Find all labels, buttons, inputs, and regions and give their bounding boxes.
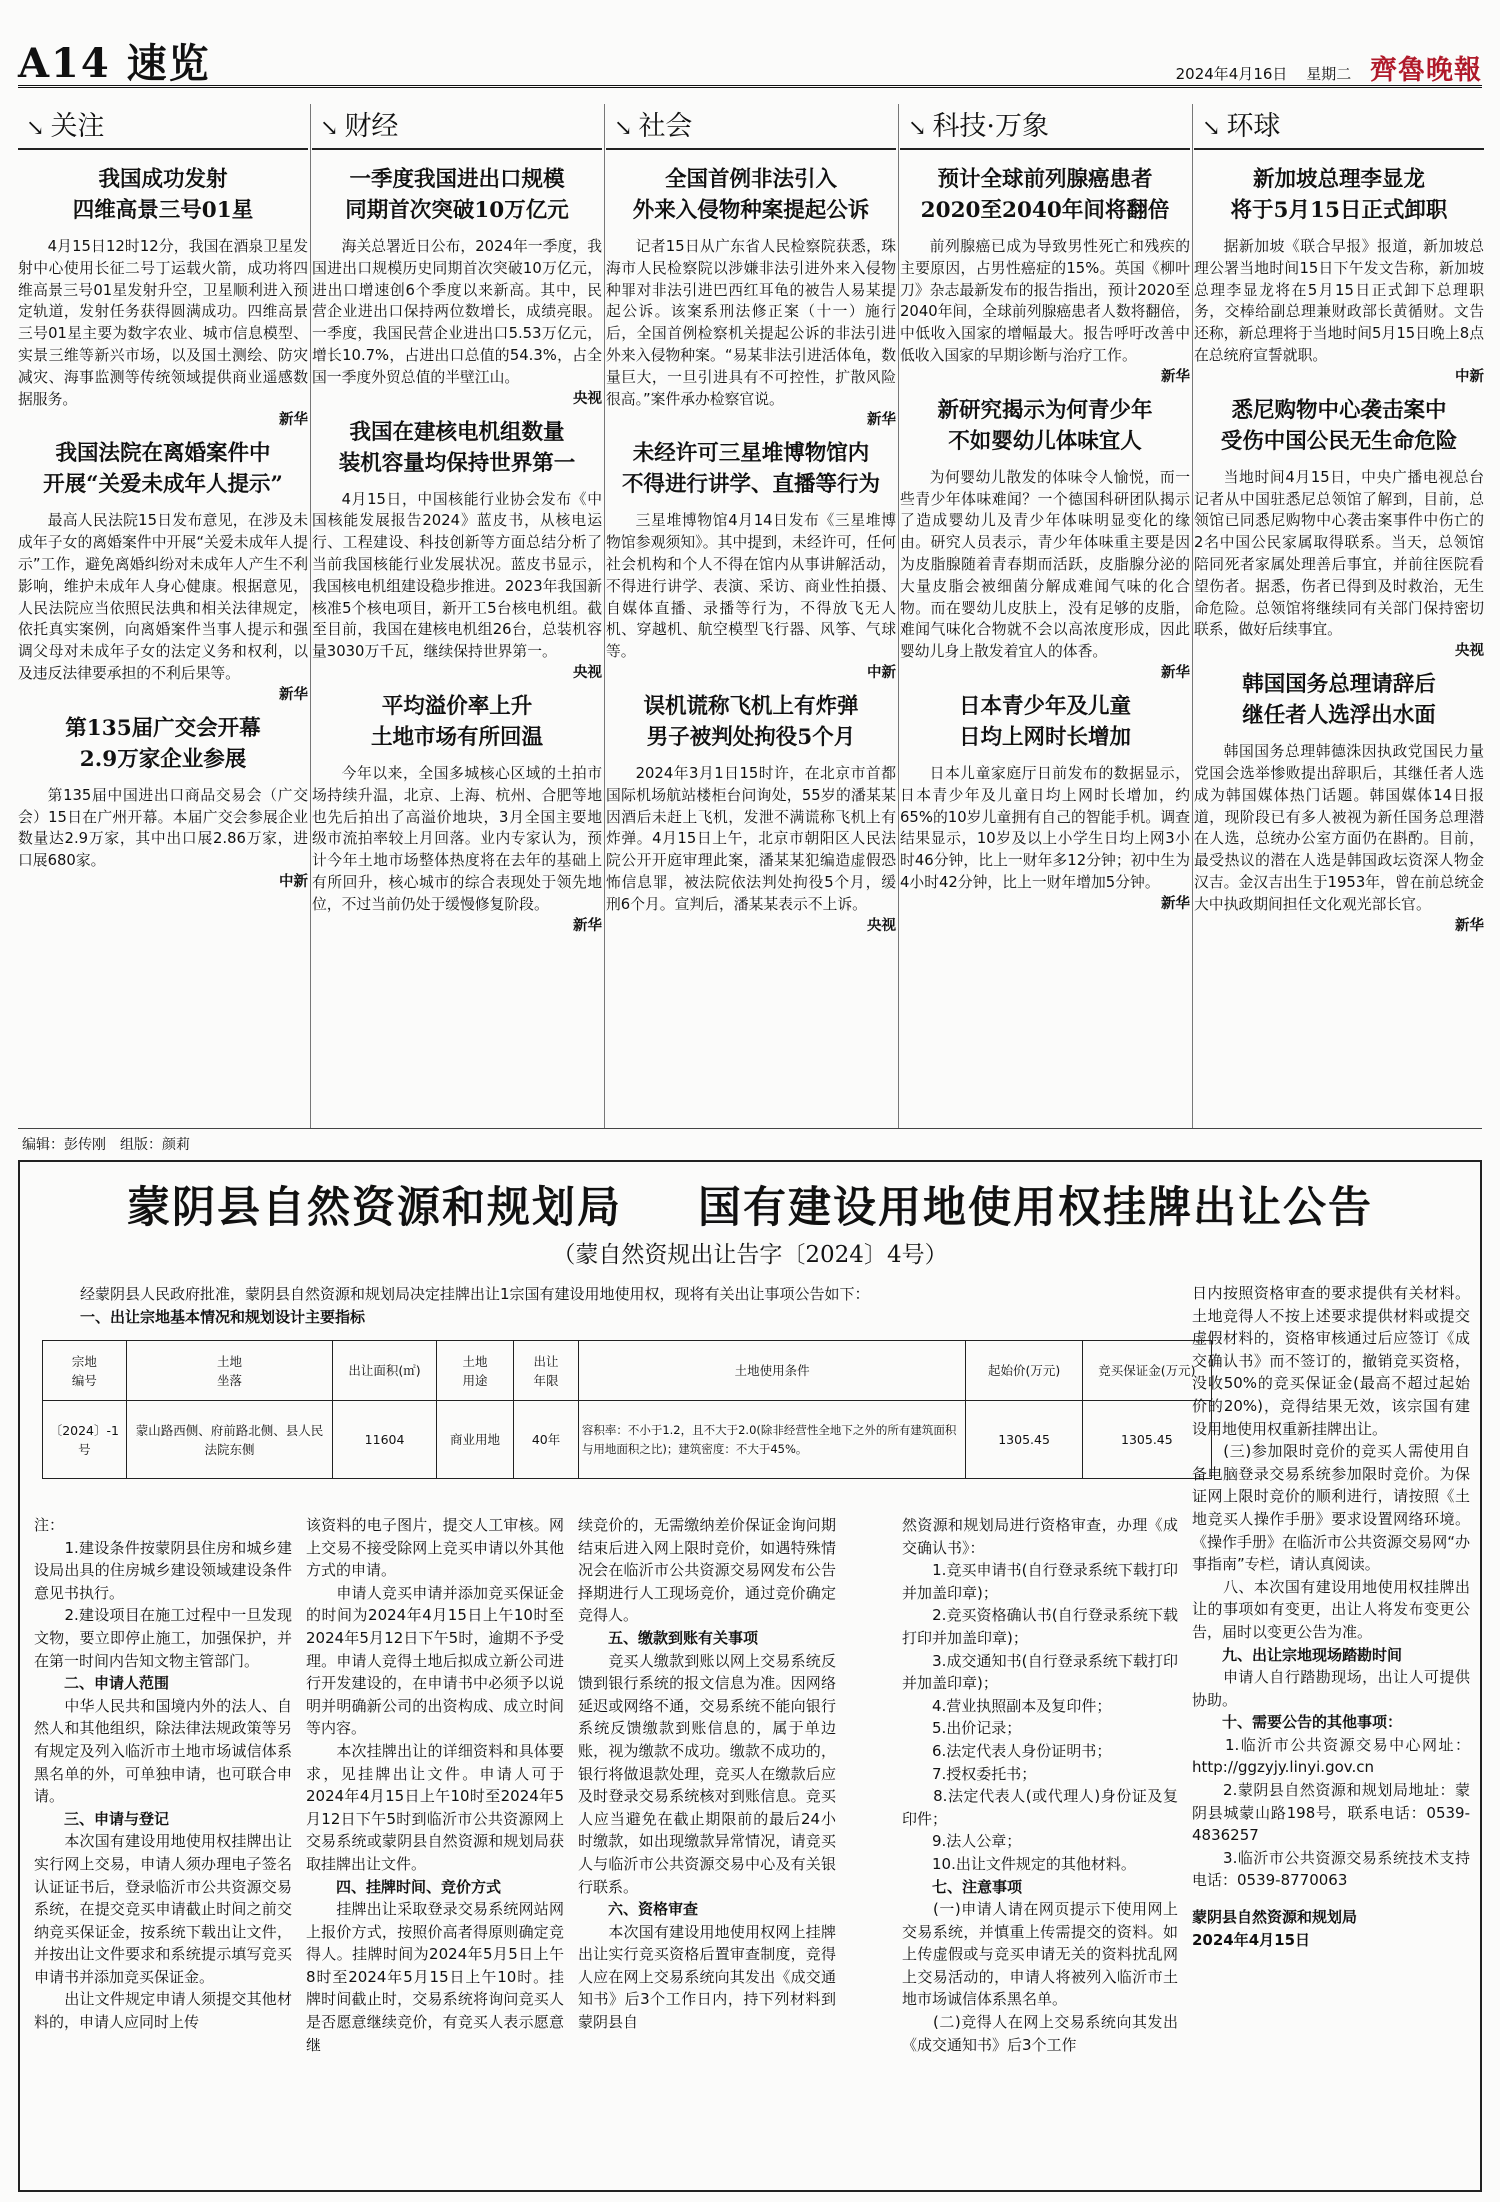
notice-paragraph: 挂牌出让采取登录交易系统网站网上报价方式，按照价高者得原则确定竞得人。挂牌时间为2024年5月5日上午8时至2024年5月15日上午10时。挂牌时间截止时，交易系统将询问竞买人是否愿意继续竞价，有竞买人表示愿意继 xyxy=(306,1900,564,2054)
notice-paragraph: 四、挂牌时间、竞价方式 xyxy=(306,1877,502,1896)
news-article xyxy=(1194,395,1484,661)
notice-paragraph: 2.建设项目在施工过程中一旦发现文物，要立即停止施工，加强保护，并在第一时间内告知文物主管部门。 xyxy=(34,1606,292,1670)
column-header xyxy=(18,104,308,150)
article-body: 今年以来，全国多城核心区域的土拍市场持续升温，北京、上海、杭州、合肥等地也先后拍出了高溢价地块，3月全国主要地级市流拍率较上月回落。业内专家认为，预计今年土地市场整体热度将在去年的基础上有所回升，核心城市的综合表现处于领先地位，不过当前仍处于缓慢修复阶段。 xyxy=(312,764,602,913)
article-title: 日本青少年及儿童 日均上网时长增加 xyxy=(958,693,1131,750)
notice-paragraph: 九、出让宗地现场踏勘时间 xyxy=(1192,1645,1403,1664)
news-column xyxy=(1194,104,1484,1128)
table-header-row xyxy=(43,1341,1212,1401)
notice-paragraph: 1.建设条件按蒙阴县住房和城乡建设局出具的住房城乡建设领域建设条件意见书执行。 xyxy=(34,1538,292,1602)
article-title: 一季度我国进出口规模 同期首次突破10万亿元 xyxy=(345,167,569,223)
column-title: 环球 xyxy=(1226,111,1281,142)
article-source: 中新 xyxy=(1455,368,1484,385)
column-header xyxy=(606,104,896,150)
notice-title xyxy=(20,1174,1480,1235)
news-article xyxy=(900,691,1190,914)
notice-paragraph: 本次国有建设用地使用权挂牌出让实行网上交易，申请人须办理电子签名认证证书后，登录临沂市公共资源交易系统，在提交竞买申请截止时间之前交纳竞买保证金，按系统下载出让文件，并按出让文件要求和系统提示填写竞买申请书并添加竞买保证金。 xyxy=(34,1832,292,1986)
arrow-icon: ↘ xyxy=(26,116,45,141)
article-title: 我国成功发射 四维高景三号01星 xyxy=(72,167,254,223)
news-article xyxy=(606,438,896,683)
notice-intro: 经蒙阴县人民政府批准，蒙阴县自然资源和规划局决定挂牌出让1宗国有建设用地使用权，现将有关出让事项公告如下： xyxy=(80,1285,870,1303)
column-header xyxy=(1194,104,1484,150)
notice-paragraph: 6.法定代表人身份证明书； xyxy=(902,1741,1112,1760)
table-header-cell: 土地 坐落 xyxy=(126,1341,333,1401)
table-cell: 40年 xyxy=(514,1401,579,1479)
page-header xyxy=(18,26,1482,88)
article-body: 最高人民法院15日发布意见，在涉及未成年子女的离婚案件中开展“关爱未成年人提示”工作，避免离婚纠纷对未成年人产生不利影响，维护未成年人身心健康。根据意见，人民法院应当依照民法典和相关法律规定，依托真实案例，向离婚案件当事人提示和强调父母对未成年子女的法定义务和权利，以及违反法律要承担的不利后果等。 xyxy=(18,512,308,682)
notice-paragraph: 三、申请与登记 xyxy=(34,1809,170,1828)
article-title: 我国在建核电机组数量 装机容量均保持世界第一 xyxy=(338,419,576,476)
article-title: 误机谎称飞机上有炸弹 男子被判处拘役5个月 xyxy=(643,693,859,750)
news-column xyxy=(18,104,308,1128)
article-title: 新研究揭示为何青少年 不如婴幼儿体味宜人 xyxy=(937,397,1153,454)
news-article xyxy=(18,164,308,430)
notice-paragraph: 日内按照资格审查的要求提供有关材料。土地竞得人不按上述要求提供材料或提交虚假材料的，资格审核通过后应签订《成交确认书》而不签订的，撤销竞买资格，没收50%的竞买保证金(最高不超过起始价的20%)，竞得结果无效，该宗国有建设用地使用权重新挂牌出让。 xyxy=(1192,1284,1470,1438)
news-article xyxy=(1194,164,1484,387)
article-source: 中新 xyxy=(279,873,308,890)
issue-weekday: 星期二 xyxy=(1306,65,1352,83)
notice-column-5 xyxy=(1192,1282,1470,2182)
notice-paragraph: 10.出让文件规定的其他材料。 xyxy=(902,1854,1136,1873)
news-article xyxy=(900,395,1190,683)
signature-date: 2024年4月15日 xyxy=(1192,1930,1311,1949)
article-title: 预计全球前列腺癌患者 2020至2040年间将翻倍 xyxy=(920,167,1170,223)
news-article xyxy=(18,713,308,892)
news-column xyxy=(606,104,896,1128)
notice-paragraph: 然资源和规划局进行资格审查，办理《成交确认书》： xyxy=(902,1516,1178,1557)
table-cell: 〔2024〕-1号 xyxy=(43,1401,127,1479)
news-article xyxy=(18,438,308,704)
table-header-cell: 竞买保证金(万元) xyxy=(1082,1341,1211,1401)
header-meta xyxy=(1162,48,1482,87)
notice-paragraph: 1.临沂市公共资源交易中心网址：http://ggzyjy.linyi.gov.cn xyxy=(1192,1735,1470,1777)
land-auction-notice xyxy=(18,1160,1482,2192)
table-header-cell: 土地 用途 xyxy=(436,1341,514,1401)
article-body: 4月15日12时12分，我国在酒泉卫星发射中心使用长征二号丁运载火箭，成功将四维高景三号01星发射升空，卫星顺利进入预定轨道，发射任务获得圆满成功。四维高景三号01星主要为数字农业、城市信息模型、实景三维等新兴市场，以及国土测绘、防灾减灾、海事监测等传统领域提供商业遥感数据服务。 xyxy=(18,238,308,408)
notice-paragraph: 8.法定代表人(或代理人)身份证及复印件； xyxy=(902,1787,1178,1828)
news-article xyxy=(606,164,896,430)
arrow-icon: ↘ xyxy=(1202,116,1221,141)
table-row xyxy=(43,1401,1212,1479)
article-body: 4月15日，中国核能行业协会发布《中国核能发展报告2024》蓝皮书，从核电运行、工程建设、科技创新等方面总结分析了当前我国核能行业发展状况。蓝皮书显示，我国核电机组建设稳步推进。2023年我国新核准5个核电项目，新开工5台核电机组。截至目前，我国在建核电机组26台，总装机容量3030万千瓦，继续保持世界第一。 xyxy=(312,490,602,661)
article-title: 新加坡总理李显龙 将于5月15日正式卸职 xyxy=(1230,167,1448,223)
notice-paragraph: 二、申请人范围 xyxy=(34,1674,170,1693)
notice-paragraph: 2.蒙阴县自然资源和规划局地址：蒙阴县城蒙山路198号，联系电话：0539-4836257 xyxy=(1192,1781,1470,1845)
article-source: 新华 xyxy=(1455,917,1484,934)
article-title: 韩国国务总理请辞后 继任者人选浮出水面 xyxy=(1242,672,1436,729)
article-source: 新华 xyxy=(279,412,308,429)
column-rule xyxy=(310,104,311,1128)
notice-paragraph: 续竞价的，无需缴纳差价保证金询问期结束后进入网上限时竞价，如遇特殊情况会在临沂市公共资源交易网发布公告择期进行人工现场竞价，通过竞价确定竞得人。 xyxy=(578,1516,836,1625)
news-article xyxy=(606,691,896,936)
table-cell: 1305.45 xyxy=(966,1401,1082,1479)
article-body: 当地时间4月15日，中央广播电视总台记者从中国驻悉尼总领馆了解到，目前，总领馆已同悉尼购物中心袭击案事件中伤亡的2名中国公民家属取得联系。当天，总领馆陪同死者家属处理善后事宜，并前往医院看望伤者。据悉，伤者已得到及时救治，无生命危险。总领馆将继续同有关部门保持密切联系，做好后续事宜。 xyxy=(1194,468,1484,639)
notice-paragraph: 五、缴款到账有关事项 xyxy=(578,1628,759,1647)
article-source: 新华 xyxy=(279,686,308,703)
notice-column-2 xyxy=(306,1514,564,2186)
notice-paragraph: 八、本次国有建设用地使用权挂牌出让的事项如有变更，出让人将发布变更公告，届时以变更公告为准。 xyxy=(1192,1577,1470,1641)
table-header-cell: 出让 年限 xyxy=(514,1341,579,1401)
editor-credit: 编辑：彭传刚 组版：颜莉 xyxy=(22,1137,190,1153)
notice-column-5-text xyxy=(1192,1282,1470,1892)
article-body: 第135届中国进出口商品交易会（广交会）15日在广州开幕。本届广交会参展企业数量达2.9万家，其中出口展2.86万家，进口展680家。 xyxy=(18,786,308,870)
article-title: 第135届广交会开幕 2.9万家企业参展 xyxy=(65,715,261,772)
arrow-icon: ↘ xyxy=(908,116,927,141)
table-cell: 蒙山路西侧、府前路北侧、县人民法院东侧 xyxy=(126,1401,333,1479)
article-source: 新华 xyxy=(1161,895,1190,912)
news-article xyxy=(900,164,1190,387)
notice-column-1 xyxy=(34,1514,292,2186)
notice-paragraph: 5.出价记录； xyxy=(902,1719,1022,1738)
article-source: 央视 xyxy=(573,664,602,681)
notice-paragraph: (一)申请人请在网页提示下使用网上交易系统，并慎重上传需提交的资料。如上传虚假或与竞买申请无关的资料扰乱网上交易活动的，申请人将被列入临沂市土地市场诚信体系黑名单。 xyxy=(902,1900,1178,2009)
notice-paragraph: (三)参加限时竞价的竞买人需使用自备电脑登录交易系统参加限时竞价。为保证网上限时竞价的顺利进行，请按照《土地竞买人操作手册》要求设置网络环境。《操作手册》在临沂市公共资源交易网“办事指南”专栏，请认真阅读。 xyxy=(1192,1442,1470,1574)
news-column xyxy=(900,104,1190,1128)
parcel-table xyxy=(42,1340,1212,1479)
news-columns xyxy=(18,104,1482,1128)
news-article xyxy=(312,417,602,683)
article-body: 记者15日从广东省人民检察院获悉，珠海市人民检察院以涉嫌非法引进外来入侵物种罪对非法引进巴西红耳龟的被告人易某提起公诉。该案系刑法修正案（十一）施行后，全国首例检察机关提起公诉的非法引进外来入侵物种案。“易某非法引进活体龟，数量巨大，一旦引进具有不可控性，扩散风险很高。”案件承办检察官说。 xyxy=(606,238,896,408)
page-number: A14 速览 xyxy=(18,40,211,87)
notice-paragraph: 中华人民共和国境内外的法人、自然人和其他组织，除法律法规政策等另有规定及列入临沂市土地市场诚信体系黑名单的外，可单独申请，也可联合申请。 xyxy=(34,1696,292,1806)
article-body: 2024年3月1日15时许，在北京市首都国际机场航站楼柜台问询处，55岁的潘某某因酒后未赶上飞机，发泄不满谎称飞机上有炸弹。4月15日上午，北京市朝阳区人民法院公开开庭审理此案，潘某某犯编造虚假恐怖信息罪，被法院依法判处拘役5个月，缓刑6个月。宣判后，潘某某表示不上诉。 xyxy=(606,764,896,913)
notice-paragraph: 注： xyxy=(34,1516,65,1534)
section-divider xyxy=(18,1128,1482,1129)
column-title: 科技·万象 xyxy=(932,111,1050,142)
column-rule xyxy=(1192,104,1193,1128)
article-body: 前列腺癌已成为导致男性死亡和残疾的主要原因，占男性癌症的15%。英国《柳叶刀》杂志最新发布的报告指出，预计2020至2040年间，全球前列腺癌患者人数将翻倍，中低收入国家的增幅最大。报告呼吁改善中低收入国家的早期诊断与治疗工作。 xyxy=(900,238,1190,364)
table-cell: 1305.45 xyxy=(1082,1401,1211,1479)
notice-paragraph: 4.营业执照副本及复印件； xyxy=(902,1696,1112,1715)
article-source: 央视 xyxy=(867,917,896,934)
news-column xyxy=(312,104,602,1128)
notice-paragraph: 申请人竞买申请并添加竞买保证金的时间为2024年4月15日上午10时至2024年5月12日下午5时，逾期不予受理。申请人竞得土地后拟成立新公司进行开发建设的，在申请书中必须予以说明并明确新公司的出资构成、成立时间等内容。 xyxy=(306,1583,564,1738)
notice-paragraph: 六、资格审查 xyxy=(578,1900,699,1919)
article-title: 悉尼购物中心袭击案中 受伤中国公民无生命危险 xyxy=(1220,397,1458,454)
notice-number: （蒙自然资规出让告字〔2024〕4号） xyxy=(552,1242,948,1268)
notice-paragraph: 本次挂牌出让的详细资料和具体要求，见挂牌出让文件。申请人可于2024年4月15日上午10时至2024年5月12日下午5时到临沂市公共资源网上交易系统或蒙阴县自然资源和规划局获取挂牌出让文件。 xyxy=(306,1741,564,1873)
signature-org: 蒙阴县自然资源和规划局 xyxy=(1192,1908,1358,1927)
column-header xyxy=(900,104,1190,150)
column-rule xyxy=(604,104,605,1128)
article-title: 全国首例非法引入 外来入侵物种案提起公诉 xyxy=(632,167,870,223)
table-header-cell: 土地使用条件 xyxy=(578,1341,966,1401)
notice-paragraph: 1.竞买申请书(自行登录系统下载打印并加盖印章)； xyxy=(902,1561,1178,1602)
notice-heading: 国有建设用地使用权挂牌出让公告 xyxy=(698,1183,1373,1233)
table-header-cell: 宗地 编号 xyxy=(43,1341,127,1401)
article-source: 央视 xyxy=(573,390,602,407)
notice-paragraph: 该资料的电子图片，提交人工审核。网上交易不接受除网上竞买申请以外其他方式的申请。 xyxy=(306,1516,564,1580)
column-title: 关注 xyxy=(50,111,105,142)
article-title: 我国法院在离婚案件中 开展“关爱未成年人提示” xyxy=(43,441,283,498)
column-rule xyxy=(898,104,899,1128)
column-header xyxy=(312,104,602,150)
table-header-cell: 起始价(万元) xyxy=(966,1341,1082,1401)
notice-paragraph: 出让文件规定申请人须提交其他材料的，申请人应同时上传 xyxy=(34,1990,292,2032)
article-body: 韩国国务总理韩德洙因执政党国民力量党国会选举惨败提出辞职后，其继任者人选成为韩国媒体热门话题。韩国媒体14日报道，现阶段已有多人被视为新任国务总理潜在人选，总统办公室方面仍在斟酌。目前，最受热议的潜在人选是韩国政坛资深人物金汉吉。金汉吉出生于1953年，曾在前总统金大中执政期间担任文化观光部长官。 xyxy=(1194,743,1484,913)
article-body: 海关总署近日公布，2024年一季度，我国进出口规模历史同期首次突破10万亿元，进出口增速创6个季度以来新高。其中，民营企业进出口保持两位数增长，成绩亮眼。一季度，我国民营企业进出口5.53万亿元，增长10.7%，占进出口总值的54.3%，占全国一季度外贸总值的半壁江山。 xyxy=(312,238,602,386)
article-body: 三星堆博物馆4月14日发布《三星堆博物馆参观须知》。其中提到，未经许可，任何社会机构和个人不得在馆内从事讲解活动，不得进行讲学、表演、采访、商业性拍摄、自媒体直播、录播等行为，不得放飞无人机、穿越机、航空模型飞行器、风筝、气球等。 xyxy=(606,512,896,661)
notice-issuer: 蒙阴县自然资源和规划局 xyxy=(127,1183,622,1233)
notice-column-3 xyxy=(578,1514,836,2186)
table-header-cell: 出让面积(㎡) xyxy=(333,1341,436,1401)
issue-date: 2024年4月16日 xyxy=(1175,65,1288,83)
notice-paragraph: 3.临沂市公共资源交易系统技术支持电话：0539-8770063 xyxy=(1192,1848,1470,1890)
newspaper-logo: 齊魯晚報 xyxy=(1370,55,1482,86)
notice-paragraph: 7.授权委托书； xyxy=(902,1764,1037,1783)
article-body: 为何婴幼儿散发的体味令人愉悦，而一些青少年体味难闻？一个德国科研团队揭示了造成婴幼儿及青少年体味明显变化的缘由。研究人员表示，青少年体味重主要是因为皮脂腺随着青春期而活跃，皮脂腺分泌的大量皮脂会被细菌分解成难闻气味的化合物。而在婴幼儿皮肤上，没有足够的皮脂，难闻气味化合物就不会以高浓度形成，因此婴幼儿身上散发着宜人的体香。 xyxy=(900,468,1190,661)
column-title: 社会 xyxy=(638,111,693,142)
arrow-icon: ↘ xyxy=(614,116,633,141)
table-cell: 商业用地 xyxy=(436,1401,514,1479)
article-source: 新华 xyxy=(573,917,602,934)
notice-paragraph: (二)竞得人在网上交易系统向其发出《成交通知书》后3个工作 xyxy=(902,2013,1178,2054)
article-source: 新华 xyxy=(867,412,896,429)
arrow-icon: ↘ xyxy=(320,116,339,141)
news-article xyxy=(312,164,602,409)
notice-paragraph: 竞买人缴款到账以网上交易系统反馈到银行系统的报文信息为准。因网络延迟或网络不通，交易系统不能向银行系统反馈缴款到账信息的，属于单边账，视为缴款不成功。缴款不成功的，银行将做退款处理，竞买人在缴款后应及时登录交易系统核对到账信息。竞买人应当避免在截止期限前的最后24小时缴款，如出现缴款异常情况，请竞买人与临沂市公共资源交易中心及有关银行联系。 xyxy=(578,1651,836,1896)
column-title: 财经 xyxy=(344,111,399,142)
article-body: 据新加坡《联合早报》报道，新加坡总理公署当地时间15日下午发文告称，新加坡总理李显龙将在5月15日正式卸下总理职务，交棒给副总理兼财政部长黄循财。文告还称，新总理将于当地时间5月15日晚上8点在总统府宣誓就职。 xyxy=(1194,238,1484,364)
notice-paragraph: 本次国有建设用地使用权网上挂牌出让实行竞买资格后置审查制度，竞得人应在网上交易系统向其发出《成交通知书》后3个工作日内，持下列材料到蒙阴县自 xyxy=(578,1922,836,2032)
notice-column-4 xyxy=(902,1514,1178,2186)
article-body: 日本儿童家庭厅日前发布的数据显示，日本青少年及儿童日均上网时长增加，约65%的10岁儿童拥有自己的智能手机。调查结果显示，10岁及以上小学生日均上网3小时46分钟，比上一财年多12分钟；初中生为4小时42分钟，比上一财年增加5分钟。 xyxy=(900,764,1190,891)
news-article xyxy=(1194,669,1484,935)
notice-paragraph: 申请人自行踏勘现场，出让人可提供协助。 xyxy=(1192,1668,1470,1709)
notice-paragraph: 2.竞买资格确认书(自行登录系统下载打印并加盖印章)； xyxy=(902,1606,1178,1647)
section-heading: 一、出让宗地基本情况和规划设计主要指标 xyxy=(80,1308,366,1326)
table-cell: 容积率：不小于1.2，且不大于2.0(除非经营性全地下之外的所有建筑面积与用地面积之比)；建筑密度：不大于45%。 xyxy=(578,1401,966,1479)
notice-paragraph: 十、需要公告的其他事项： xyxy=(1192,1713,1403,1732)
notice-paragraph: 9.法人公章； xyxy=(902,1832,1022,1851)
notice-paragraph: 3.成交通知书(自行登录系统下载打印并加盖印章)； xyxy=(902,1651,1178,1693)
article-title: 平均溢价率上升 土地市场有所回温 xyxy=(370,693,543,750)
notice-paragraph: 七、注意事项 xyxy=(902,1877,1023,1896)
article-source: 新华 xyxy=(1161,664,1190,681)
table-cell: 11604 xyxy=(333,1401,436,1479)
article-source: 中新 xyxy=(867,664,896,681)
article-source: 央视 xyxy=(1455,643,1484,660)
news-article xyxy=(312,691,602,936)
article-source: 新华 xyxy=(1161,368,1190,385)
article-title: 未经许可三星堆博物馆内 不得进行讲学、直播等行为 xyxy=(621,441,880,498)
